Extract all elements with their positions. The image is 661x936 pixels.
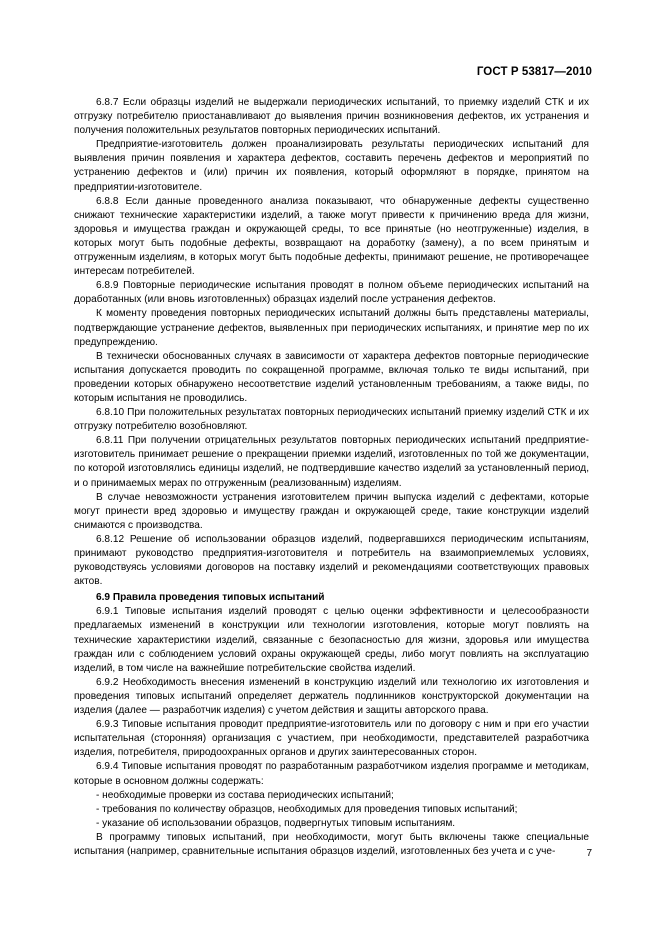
paragraph-6-8-9: 6.8.9 Повторные периодические испытания проводят в полном объеме периодических испытаний на доработанных (или вновь изготовленных) образцах изделий после устранения дефектов. xyxy=(74,280,589,306)
paragraph-6-9-1: 6.9.1 Типовые испытания изделий проводят с целью оценки эффективности и целесообразности предлагаемых изменений в конструкции или технологии изготовления, которые могут повлиять на технические характеристики изделий, связанные с безопасностью для жизни, здоровья или имущества граждан или с соблюдением условий охраны окружающей среды, либо могут повлиять на эксплуатацию изделий, в том числе на важнейшие потребительские свойства изделий. xyxy=(74,606,589,674)
paragraph-6-8-7: 6.8.7 Если образцы изделий не выдержали периодических испытаний, то приемку изделий СТК и их отгрузку потребителю приостанавливают до выявления причин возникновения дефектов, их устранения и получения положительных результатов повторных периодических испытаний. xyxy=(74,97,589,137)
list-item: - требования по количеству образцов, необходимых для проведения типовых испытаний; xyxy=(96,803,518,815)
paragraph-6-8-10: 6.8.10 При положительных результатах повторных периодических испытаний приемку изделий СТК и их отгрузку потребителю возобновляют. xyxy=(74,407,589,433)
list-item: - указание об использовании образцов, подвергнутых типовым испытаниям. xyxy=(96,817,456,829)
list-item: - необходимые проверки из состава периодических испытаний; xyxy=(96,789,394,801)
section-heading-6-9: 6.9 Правила проведения типовых испытаний xyxy=(96,592,325,604)
paragraph: В технически обоснованных случаях в зависимости от характера дефектов повторные периодические испытания допускается проводить по сокращенной программе, включая только те виды испытаний, при проведении которых обнаружено несоответствие изделий установленным требованиям, а также виды, по которым испытания не проводились. xyxy=(74,350,589,404)
paragraph: К моменту проведения повторных периодических испытаний должны быть представлены материалы, подтверждающие устранение дефектов, выявленных при периодических испытаниях, и принятие мер по их предупреждению. xyxy=(74,308,589,348)
document-header: ГОСТ Р 53817—2010 xyxy=(476,66,592,78)
paragraph-6-8-12: 6.8.12 Решение об использовании образцов изделий, подвергавшихся периодическим испытаниям, принимают руководство предприятия-изготовителя и потребитель на взаимоприемлемых условиях, руководствуясь условиями договоров на поставку изделий и рекомендациями соответствующих правовых актов. xyxy=(74,533,589,588)
paragraph-6-9-3: 6.9.3 Типовые испытания проводит предприятие-изготовитель или по договору с ним и при его участии испытательная (сторонняя) организация с участием, при необходимости, представителей разработчика изделия, потребителя, природоохранных органов и других заинтересованных сторон. xyxy=(74,719,589,759)
paragraph-6-8-8: 6.8.8 Если данные проведенного анализа показывают, что обнаруженные дефекты существенно снижают технические характеристики изделий, а также могут привести к причинению вреда для жизни, здоровья и имущества граждан и окружающей среды, то все принятые (но неотгруженные) изделия, в которых могут быть подобные дефекты, возвращают на доработку (замену), а по всем принятым и отгруженным изделиям, в которых могут быть подобные дефекты, принимают решение, не противоречащее интересам потребителей. xyxy=(74,195,589,278)
page-number: 7 xyxy=(586,848,592,859)
paragraph: Предприятие-изготовитель должен проанализировать результаты периодических испытаний для выявления причин появления и характера дефектов, составить перечень дефектов и мероприятий по устранению дефектов и (или) причин их появления, который оформляют в порядке, принятом на предприятии-изготовителе. xyxy=(74,139,589,193)
paragraph-6-9-2: 6.9.2 Необходимость внесения изменений в конструкцию изделий или технологию их изготовления и проведения типовых испытаний определяет держатель подлинников конструкторской документации на изделия (далее — разработчик изделия) с учетом действия и защиты авторского права. xyxy=(74,676,589,717)
paragraph-6-8-11: 6.8.11 При получении отрицательных результатов повторных периодических испытаний предприятие-изготовитель принимает решение о прекращении приемки изделий, изготовленных по той же документации, по которой изготовлялись единицы изделий, не подтвердившие качество изделий за установленный период, и о принимаемых мерах по отгруженным (реализованным) изделиям. xyxy=(74,435,589,489)
paragraph: В случае невозможности устранения изготовителем причин выпуска изделий с дефектами, которые могут принести вред здоровью и имуществу граждан и окружающей среде, такие конструкции изделий снимаются с производства. xyxy=(74,491,589,531)
document-body xyxy=(74,96,589,859)
paragraph-last: В программу типовых испытаний, при необходимости, могут быть включены также специальные испытания (например, сравнительные испытания образцов изделий, изготовленных без учета и с уче- xyxy=(74,831,589,857)
paragraph-6-9-4: 6.9.4 Типовые испытания проводят по разработанным разработчиком изделия программе и методикам, которые в основном должны содержать: xyxy=(74,761,589,787)
